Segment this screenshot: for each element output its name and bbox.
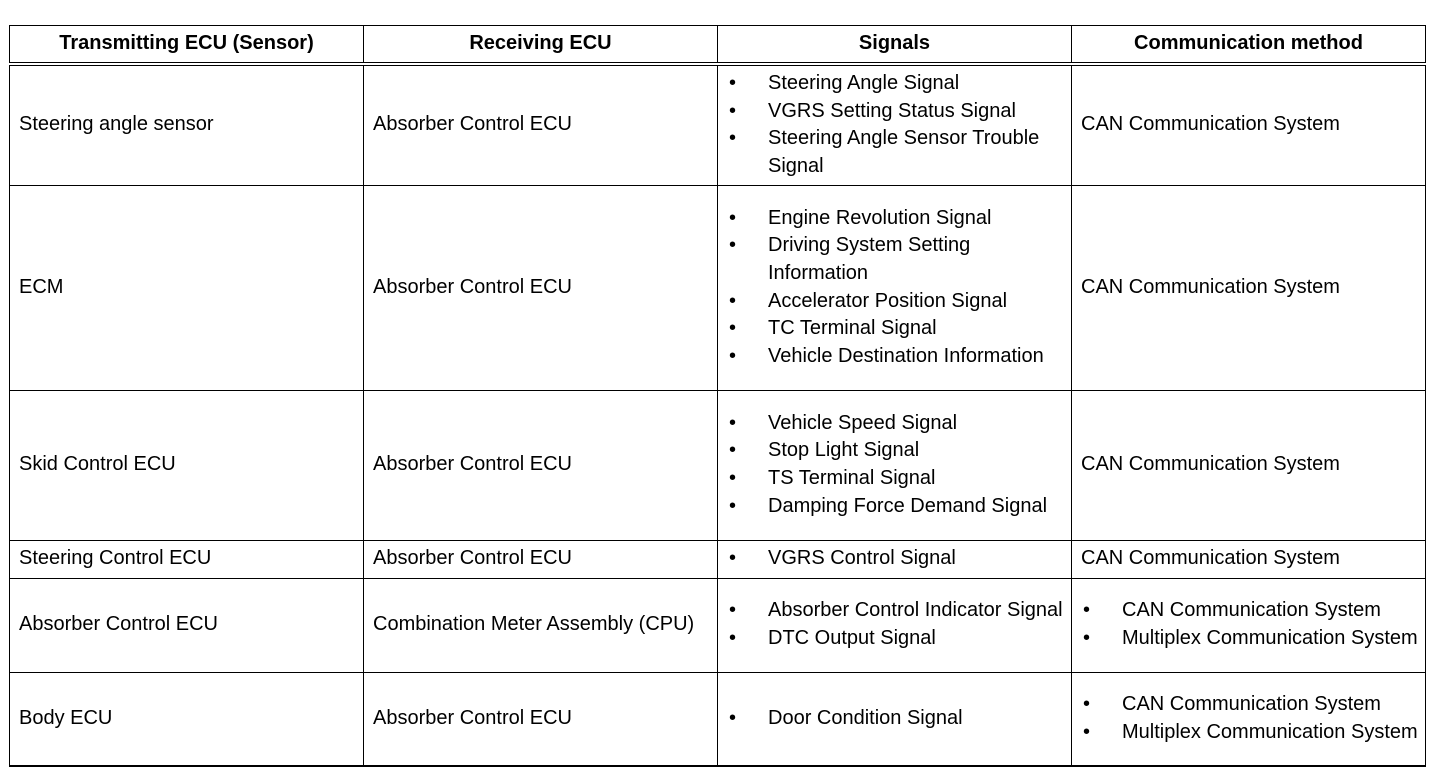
cell-signals-list <box>718 205 1065 371</box>
list-item <box>718 545 1065 573</box>
table-row <box>10 578 1426 672</box>
list-item <box>718 98 1065 126</box>
header-receiving-ecu: Receiving ECU <box>364 26 718 65</box>
cell-receiving-ecu: Absorber Control ECU <box>364 64 718 185</box>
cell-signals-list <box>718 545 1065 573</box>
bullet-icon: • <box>1083 599 1091 622</box>
bullet-icon: • <box>729 439 737 462</box>
list-item <box>718 410 1065 438</box>
table-header <box>10 26 1426 65</box>
cell-communication-method: CAN Communication System <box>1072 185 1426 390</box>
list-item <box>718 288 1065 316</box>
list-item <box>718 437 1065 465</box>
list-item <box>718 315 1065 343</box>
list-item <box>718 205 1065 233</box>
list-item-text: Driving System Setting Information <box>768 234 971 284</box>
cell-communication-method <box>1072 672 1426 766</box>
list-item <box>718 597 1065 625</box>
table-row <box>10 540 1426 578</box>
table-row <box>10 64 1426 185</box>
bullet-icon: • <box>729 99 737 122</box>
list-item <box>718 232 1065 287</box>
list-item <box>718 70 1065 98</box>
list-item <box>1072 597 1419 625</box>
list-item-text: Door Condition Signal <box>768 706 963 729</box>
list-item-text: DTC Output Signal <box>768 627 936 649</box>
bullet-icon: • <box>729 234 737 257</box>
list-item-text: VGRS Control Signal <box>768 547 956 570</box>
cell-receiving-ecu: Absorber Control ECU <box>364 185 718 390</box>
list-item-text: Damping Force Demand Signal <box>768 494 1048 517</box>
header-communication-method: Communication method <box>1072 26 1426 65</box>
bullet-icon: • <box>729 127 737 150</box>
list-item-text: CAN Communication System <box>1122 599 1381 622</box>
cell-signals <box>718 185 1072 390</box>
bullet-icon: • <box>1083 693 1091 716</box>
ecu-communication-table <box>9 25 1426 767</box>
cell-receiving-ecu: Absorber Control ECU <box>364 390 718 540</box>
cell-communication-method-list <box>1072 597 1419 652</box>
bullet-icon: • <box>729 206 737 229</box>
list-item <box>718 493 1065 521</box>
cell-receiving-ecu: Absorber Control ECU <box>364 672 718 766</box>
bullet-icon: • <box>729 72 737 95</box>
bullet-icon: • <box>729 599 737 622</box>
list-item-text: Accelerator Position Signal <box>768 289 1008 312</box>
cell-transmitting-ecu: Skid Control ECU <box>10 390 364 540</box>
cell-communication-method <box>1072 578 1426 672</box>
list-item <box>718 465 1065 493</box>
list-item-text: CAN Communication System <box>1122 693 1381 716</box>
cell-signals-list <box>718 70 1065 180</box>
bullet-icon: • <box>729 547 737 570</box>
cell-signals-list <box>718 597 1065 652</box>
cell-signals-list <box>718 705 1065 733</box>
list-item <box>718 625 1065 653</box>
cell-communication-method: CAN Communication System <box>1072 540 1426 578</box>
list-item-text: TS Terminal Signal <box>768 467 936 489</box>
cell-signals <box>718 64 1072 185</box>
bullet-icon: • <box>729 317 737 340</box>
cell-transmitting-ecu: Body ECU <box>10 672 364 766</box>
cell-communication-method: CAN Communication System <box>1072 390 1426 540</box>
list-item-text: Vehicle Speed Signal <box>768 411 958 434</box>
bullet-icon: • <box>729 467 737 489</box>
cell-communication-method: CAN Communication System <box>1072 64 1426 185</box>
bullet-icon: • <box>729 289 737 312</box>
bullet-icon: • <box>1083 720 1091 743</box>
cell-transmitting-ecu: Steering Control ECU <box>10 540 364 578</box>
ecu-communication-table-wrapper <box>9 25 1425 767</box>
table-row <box>10 672 1426 766</box>
list-item <box>1072 719 1419 747</box>
list-item-text: Absorber Control Indicator Signal <box>768 599 1063 622</box>
list-item-text: Vehicle Destination Information <box>768 344 1044 367</box>
table-body <box>10 64 1426 766</box>
list-item-text: Engine Revolution Signal <box>768 206 992 229</box>
list-item-text: Multiplex Communication System <box>1122 627 1418 649</box>
list-item <box>718 343 1065 371</box>
bullet-icon: • <box>1083 627 1091 649</box>
list-item-text: VGRS Setting Status Signal <box>768 99 1016 122</box>
cell-receiving-ecu: Combination Meter Assembly (CPU) <box>364 578 718 672</box>
cell-transmitting-ecu: Absorber Control ECU <box>10 578 364 672</box>
list-item-text: Steering Angle Signal <box>768 72 960 95</box>
cell-signals <box>718 578 1072 672</box>
cell-signals-list <box>718 410 1065 520</box>
cell-receiving-ecu: Absorber Control ECU <box>364 540 718 578</box>
bullet-icon: • <box>729 494 737 517</box>
cell-transmitting-ecu: Steering angle sensor <box>10 64 364 185</box>
header-transmitting-ecu: Transmitting ECU (Sensor) <box>10 26 364 65</box>
cell-transmitting-ecu: ECM <box>10 185 364 390</box>
bullet-icon: • <box>729 706 737 729</box>
header-row <box>10 26 1426 65</box>
list-item-text: TC Terminal Signal <box>768 317 937 340</box>
cell-signals <box>718 672 1072 766</box>
table-row <box>10 185 1426 390</box>
list-item <box>1072 691 1419 719</box>
list-item <box>1072 625 1419 653</box>
list-item <box>718 125 1065 180</box>
bullet-icon: • <box>729 411 737 434</box>
bullet-icon: • <box>729 627 737 649</box>
list-item-text: Steering Angle Sensor Trouble Signal <box>768 127 1040 177</box>
table-row <box>10 390 1426 540</box>
header-signals: Signals <box>718 26 1072 65</box>
list-item-text: Multiplex Communication System <box>1122 720 1418 743</box>
cell-communication-method-list <box>1072 691 1419 746</box>
list-item-text: Stop Light Signal <box>768 439 920 462</box>
cell-signals <box>718 390 1072 540</box>
list-item <box>718 705 1065 733</box>
bullet-icon: • <box>729 344 737 367</box>
cell-signals <box>718 540 1072 578</box>
